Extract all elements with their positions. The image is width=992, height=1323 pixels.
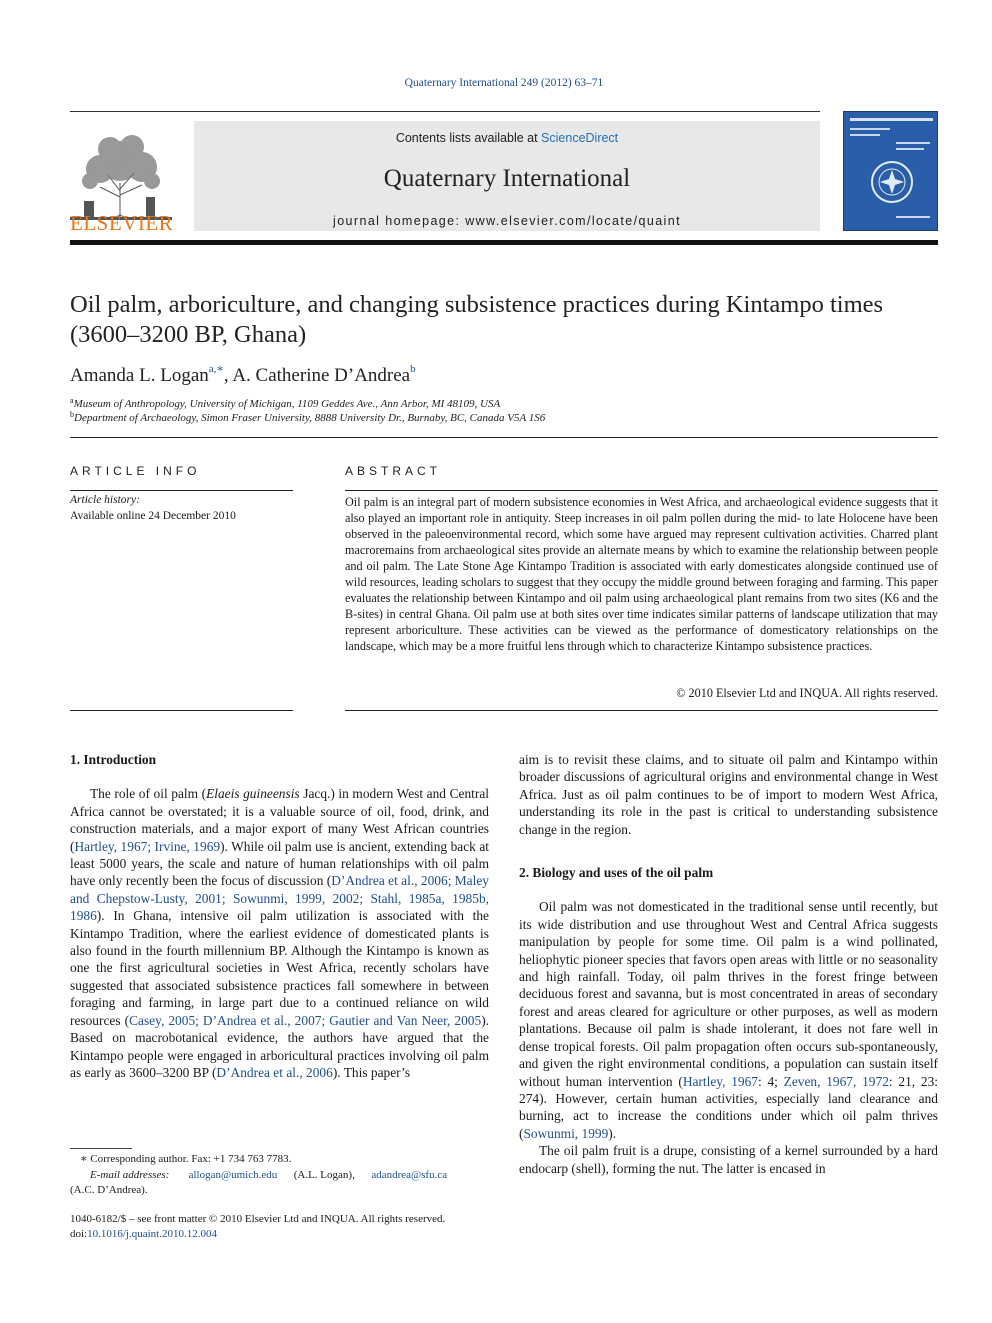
elsevier-wordmark: ELSEVIER: [70, 211, 174, 235]
email-link[interactable]: allogan@umich.edu: [188, 1168, 278, 1181]
article-info-rule: [70, 490, 293, 491]
cover-text-line: [896, 216, 930, 218]
affiliation: [70, 410, 545, 424]
cover-text-line: [896, 142, 930, 144]
issn-block: [70, 1212, 445, 1241]
corresponding-author-note: ∗ Corresponding author. Fax: +1 734 763 7783.: [80, 1153, 292, 1165]
cover-text-line: [896, 148, 924, 150]
intro-paragraph: [70, 785, 489, 1081]
biology-paragraph: [519, 898, 938, 1142]
abstract-text: Oil palm is an integral part of modern subsistence economies in West Africa, and archaeological evidence suggests that it also played an important role in antiquity. Steep increases in oil palm pollen during the mid- to late Holocene have been observed in the paleoenvironmental record, which some have argued may represent cultivation activities. Charred plant macroremains from archaeological sites provide an alternate means by which to examine the relationship between people and oil palm. The Late Stone Age Kintampo Tradition is associated with early domesticates alongside continued use of wild resources, leading scholars to suggest that they occupy the middle ground between foraging and farming. This paper evaluates the relationship between Kintampo and oil palm using archaeological plant remains from two sites (K6 and the B-sites) in central Ghana. Oil palm use at both sites over time indicates similar patterns of landscape utilization that may represent arboriculture. These activities can be viewed as the performance of domesticatory relationships on the landscape, which may be a more fruitful lens through which to characterize Kintampo subsistence practices.: [345, 495, 938, 653]
abstract-copyright: © 2010 Elsevier Ltd and INQUA. All rights reserved.: [676, 686, 938, 700]
author-name: A. Catherine D’Andrea: [232, 365, 411, 386]
text-run: ). This paper’s: [332, 1064, 411, 1080]
cover-band: [850, 118, 933, 121]
abstract-heading: ABSTRACT: [345, 464, 442, 478]
doi-line: [70, 1227, 445, 1242]
citation-link[interactable]: Hartley, 1967; Irvine, 1969: [74, 838, 221, 854]
left-column: [70, 751, 489, 1081]
cover-text-line: [850, 134, 880, 136]
citation-link[interactable]: Hartley, 1967: [682, 1073, 758, 1089]
affiliation: [70, 396, 500, 410]
footnote-rule: [70, 1148, 132, 1149]
text-run: : 21, 23: 274). However, certain human activities, especially land clearance and burning, act to increase the conditions under which oil palm thrives (: [519, 1073, 938, 1141]
citation-link[interactable]: Sowunmi, 1999: [523, 1125, 609, 1141]
author-name: Amanda L. Logan: [70, 365, 209, 386]
biology-paragraph: The oil palm fruit is a drupe, consisting of a kernel surrounded by a hard endocarp (shell), forming the nut. The latter is encased in: [519, 1143, 938, 1176]
cover-text-line: [850, 128, 890, 130]
doi-label: doi:: [70, 1227, 88, 1240]
citation-link[interactable]: Casey, 2005; D’Andrea et al., 2007; Gautier and Van Neer, 2005: [129, 1012, 482, 1028]
header-divider: [70, 437, 938, 438]
article-info-heading: ARTICLE INFO: [70, 464, 201, 478]
inqua-emblem-icon: [870, 160, 914, 204]
article-history-value: Available online 24 December 2010: [70, 510, 236, 522]
author-list: Amanda L. Logan$^{a,∗}$, A. Catherine D’Andrea$^b$: [70, 363, 416, 386]
citation-link[interactable]: D’Andrea et al., 2006: [216, 1064, 333, 1080]
right-column: [519, 751, 938, 1177]
affiliation-text: Museum of Anthropology, University of Michigan, 1109 Geddes Ave., Ann Arbor, MI 48109, USA: [73, 398, 501, 410]
email-link[interactable]: adandrea@sfu.ca: [371, 1168, 448, 1181]
issn-line: 1040-6182/$ – see front matter © 2010 Elsevier Ltd and INQUA. All rights reserved.: [70, 1213, 446, 1225]
journal-name: Quaternary International: [383, 165, 631, 192]
author-affiliation-marker[interactable]: b: [410, 363, 416, 375]
affiliation-marker: b: [70, 410, 74, 419]
section-heading-introduction: 1. Introduction: [70, 752, 157, 767]
text-run: The role of oil palm (: [90, 786, 207, 802]
text-run: ).: [608, 1125, 617, 1141]
journal-cover-thumbnail[interactable]: [843, 111, 938, 231]
article-info-bottom-rule: [70, 710, 293, 711]
journal-reference[interactable]: Quaternary International 249 (2012) 63–71: [404, 77, 604, 89]
section-heading-biology: 2. Biology and uses of the oil palm: [519, 865, 714, 881]
footnotes: [70, 1152, 489, 1199]
citation-link[interactable]: D’Andrea et al., 2006; Maley and Chepstow-Lusty, 2001; Sowunmi, 1999, 2002; Stahl, 1985a, 1985b, 1986: [70, 873, 489, 924]
email-note: [70, 1168, 489, 1184]
intro-paragraph-continued: aim is to revisit these claims, and to situate oil palm and Kintampo within broader discussions of agricultural origins and environmental change in West Africa. Just as oil palm continues to be of import to modern West Africa, understanding its role in the past is critical to understanding subsistence change in the region.: [519, 752, 938, 837]
article-title: Oil palm, arboriculture, and changing subsistence practices during Kintampo times (3600–3200 BP, Ghana): [70, 291, 884, 348]
author-affiliation-marker[interactable]: a,∗: [208, 363, 224, 375]
text-run: : 4;: [757, 1073, 784, 1089]
text-run: Jacq.) in modern West and Central Africa cannot be overstated; it is a valuable source of oil, food, drink, and construction materials, and a major export of many West African countries (: [70, 786, 489, 854]
affiliation-text: Department of Archaeology, Simon Fraser University, 8888 University Dr., Burnaby, BC, Canada V5A 1S6: [74, 412, 546, 424]
contents-prefix: Contents lists available at: [395, 131, 542, 145]
email-label: E-mail addresses:: [90, 1168, 170, 1181]
article-history-label: Article history:: [70, 494, 140, 506]
text-run: ). In Ghana, intensive oil palm utilization is associated with the Kintampo Tradition, where the earliest evidence of domesticated plants is also found in the fourth millennium BP. Although the Kintampo is known as one the first agricultural societies in West Africa, recently scholars have suggested that associated subsistence practices fall somewhere in between foraging and farming, in large part due to a continued reliance on wild resources (: [70, 908, 489, 1028]
email-owner: (A.L. Logan),: [293, 1168, 355, 1181]
text-run: Oil palm was not domesticated in the traditional sense until recently, but its wide distribution and use throughout West and Central Africa suggests manipulation by people for some time. Oil palm is a wind pollinated, heliophytic pioneer species that favors open areas with little or no seasonality and high rainfall. Today, oil palm thrives in the forest fringe between deciduous forest and savanna, but is most concentrated in areas of secondary forest and areas cleared for agriculture or other purposes, as well as modern plantations. Because oil palm is shade intolerant, it does not fare well in dense tropical forests. Oil palm propagation often occurs sub-spontaneously, and given the right environmental conditions, a population can sustain itself without human intervention (: [519, 899, 938, 1089]
masthead-box: [194, 121, 820, 231]
masthead-bottom-rule: [70, 240, 938, 245]
text-run: ). While oil palm use is ancient, extending back at least 5000 years, the scale and nature of human relationships with oil palm have only recently been the focus of discussion (: [70, 838, 489, 889]
journal-homepage[interactable]: journal homepage: www.elsevier.com/locate/quaint: [333, 214, 681, 228]
email-owner: (A.C. D’Andrea).: [70, 1184, 148, 1196]
abstract-bottom-rule: [345, 710, 938, 711]
masthead-top-rule: [70, 111, 820, 112]
citation-link[interactable]: Zeven, 1967, 1972: [783, 1073, 889, 1089]
sciencedirect-link[interactable]: ScienceDirect: [541, 131, 619, 145]
text-run: ). Based on macrobotanical evidence, the authors have argued that the Kintampo people were engaged in arboricultural practices involving oil palm as early as 3600–3200 BP (: [70, 1012, 489, 1080]
contents-line: [194, 131, 820, 145]
doi-link[interactable]: 10.1016/j.quaint.2010.12.004: [87, 1227, 217, 1240]
masthead: [70, 111, 938, 246]
abstract-rule: [345, 490, 938, 491]
species-name: Elaeis guineensis: [206, 786, 300, 802]
affiliation-marker: a: [70, 396, 74, 405]
